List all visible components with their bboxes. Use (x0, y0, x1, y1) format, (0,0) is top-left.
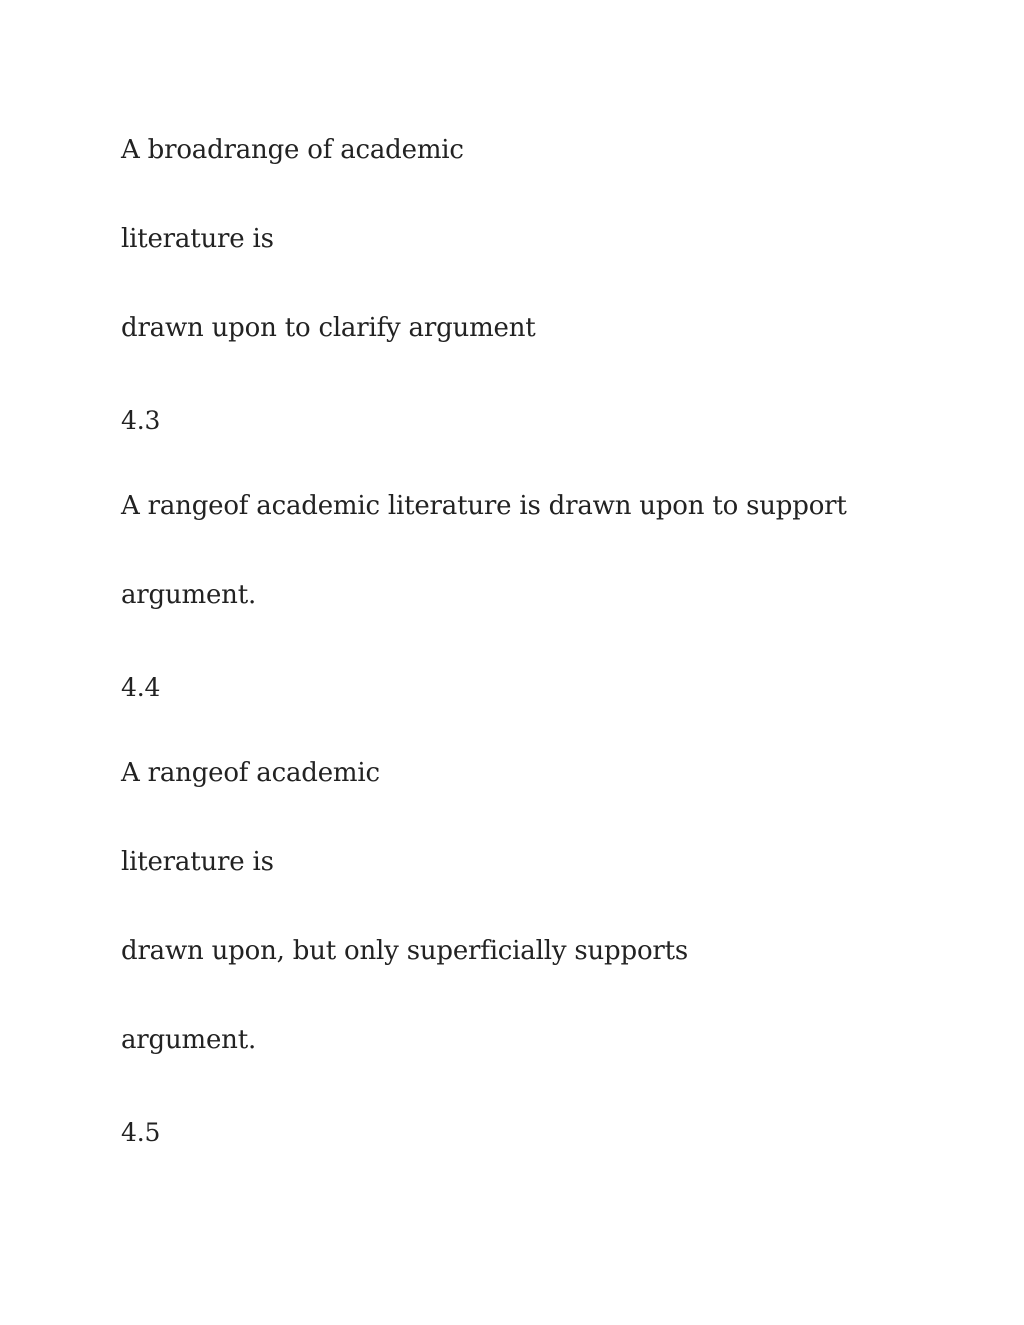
text-line: argument. (121, 1025, 257, 1055)
text-line: A rangeof academic (121, 758, 380, 788)
text-line: drawn upon, but only superficially supports (121, 936, 689, 966)
section-number: 4.3 (121, 406, 161, 435)
text-line: drawn upon to clarify argument (121, 313, 536, 343)
text-line: literature is (121, 847, 274, 877)
text-line: A rangeof academic literature is drawn upon to support (121, 491, 847, 521)
text-line: A broadrange of academic (121, 135, 464, 165)
text-line: literature is (121, 224, 274, 254)
text-line: argument. (121, 580, 257, 610)
section-number: 4.4 (121, 673, 161, 702)
section-number: 4.5 (121, 1118, 161, 1147)
